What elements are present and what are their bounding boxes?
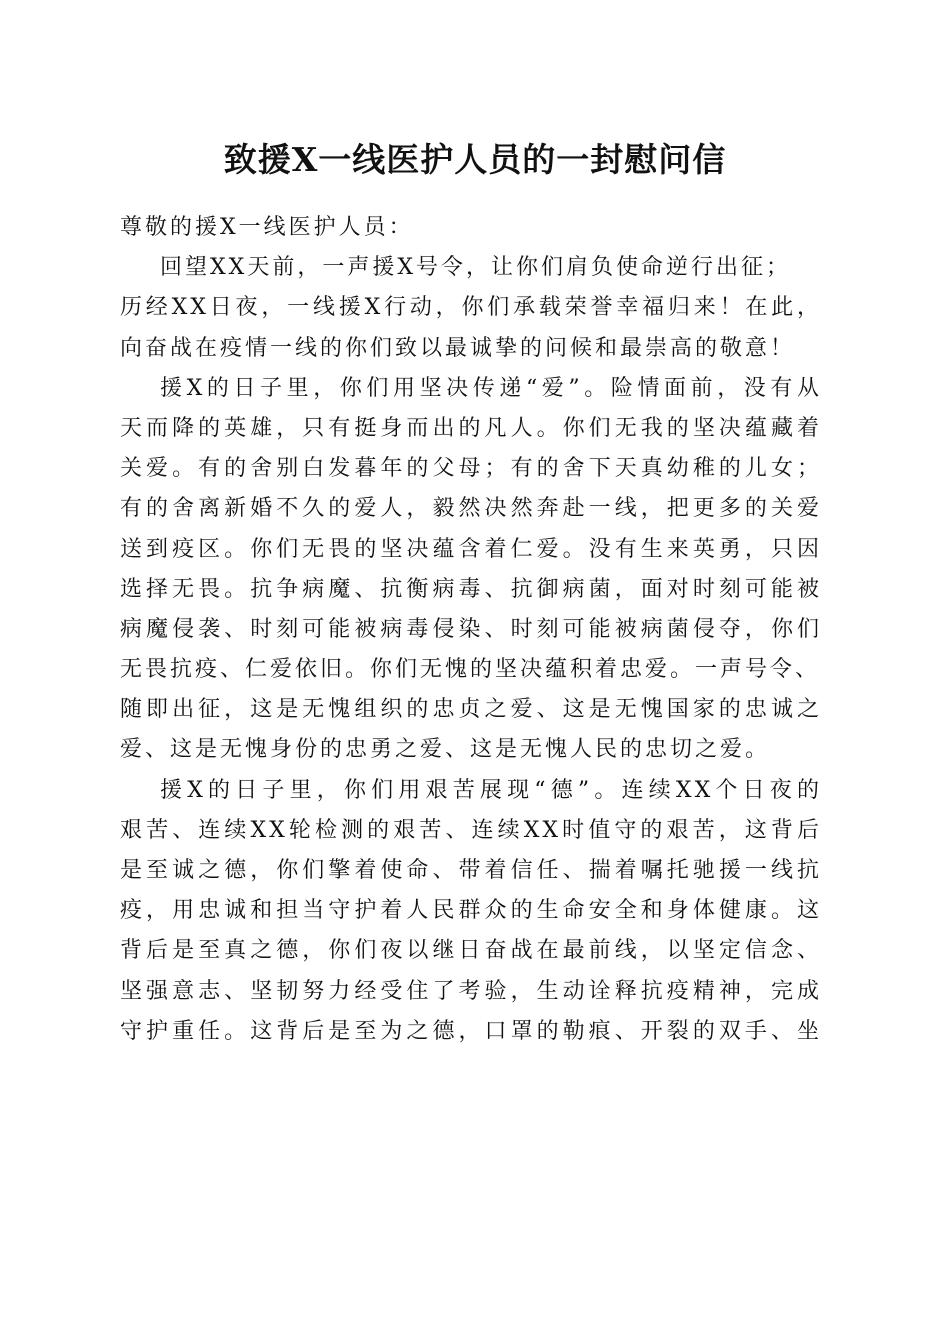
text-line: 选择无畏。抗争病魔、抗衡病毒、抗御病菌，面对时刻可能被 [120, 576, 822, 602]
text-line: 爱、这是无愧身份的忠勇之爱、这是无愧人民的忠切之爱。 [120, 737, 771, 763]
text-line: 坚强意志、坚韧努力经受住了考验，生动诠释抗疫精神，完成 [120, 978, 822, 1004]
text-line: 回望XX天前，一声援X号令，让你们肩负使命逆行出征； [160, 255, 791, 281]
text-line: 守护重任。这背后是至为之德，口罩的勒痕、开裂的双手、坐 [120, 1018, 822, 1044]
text-line: 是至诚之德，你们擎着使命、带着信任、揣着嘱托驰援一线抗 [120, 858, 822, 883]
text-line: 历经XX日夜，一线援X行动，你们承载荣誉幸福归来！在此， [120, 295, 822, 321]
text-line: 病魔侵袭、时刻可能被病毒侵染、时刻可能被病菌侵夺，你们 [120, 616, 822, 642]
text-line: 无畏抗疫、仁爱依旧。你们无愧的坚决蕴积着忠爱。一声号令、 [120, 657, 821, 683]
text-line: 援X的日子里，你们用坚决传递“爱”。险情面前，没有从 [160, 375, 822, 401]
text-line: 向奋战在疫情一线的你们致以最诚挚的问候和最崇高的敬意！ [120, 335, 796, 361]
text-line: 背后是至真之德，你们夜以继日奋战在最前线，以坚定信念、 [120, 938, 822, 964]
text-line: 援X的日子里，你们用艰苦展现“德”。连续XX个日夜的 [160, 777, 822, 803]
text-line: 有的舍离新婚不久的爱人，毅然决然奔赴一线，把更多的关爱 [120, 496, 822, 522]
letter-body [120, 208, 822, 1052]
text-line: 艰苦、连续XX轮检测的艰苦、连续XX时值守的艰苦，这背后 [120, 817, 822, 843]
salutation: 尊敬的援X一线医护人员： [120, 215, 414, 240]
text-line: 疫，用忠诚和担当守护着人民群众的生命安全和身体健康。这 [120, 898, 822, 924]
text-line: 天而降的英雄，只有挺身而出的凡人。你们无我的坚决蕴藏着 [120, 415, 822, 441]
text-line: 送到疫区。你们无畏的坚决蕴含着仁爱。没有生来英勇，只因 [120, 536, 822, 562]
text-line: 关爱。有的舍别白发暮年的父母；有的舍下天真幼稚的儿女； [120, 456, 822, 482]
letter-title: 致援X一线医护人员的一封慰问信 [223, 140, 727, 179]
text-line: 随即出征，这是无愧组织的忠贞之爱、这是无愧国家的忠诚之 [120, 697, 822, 723]
